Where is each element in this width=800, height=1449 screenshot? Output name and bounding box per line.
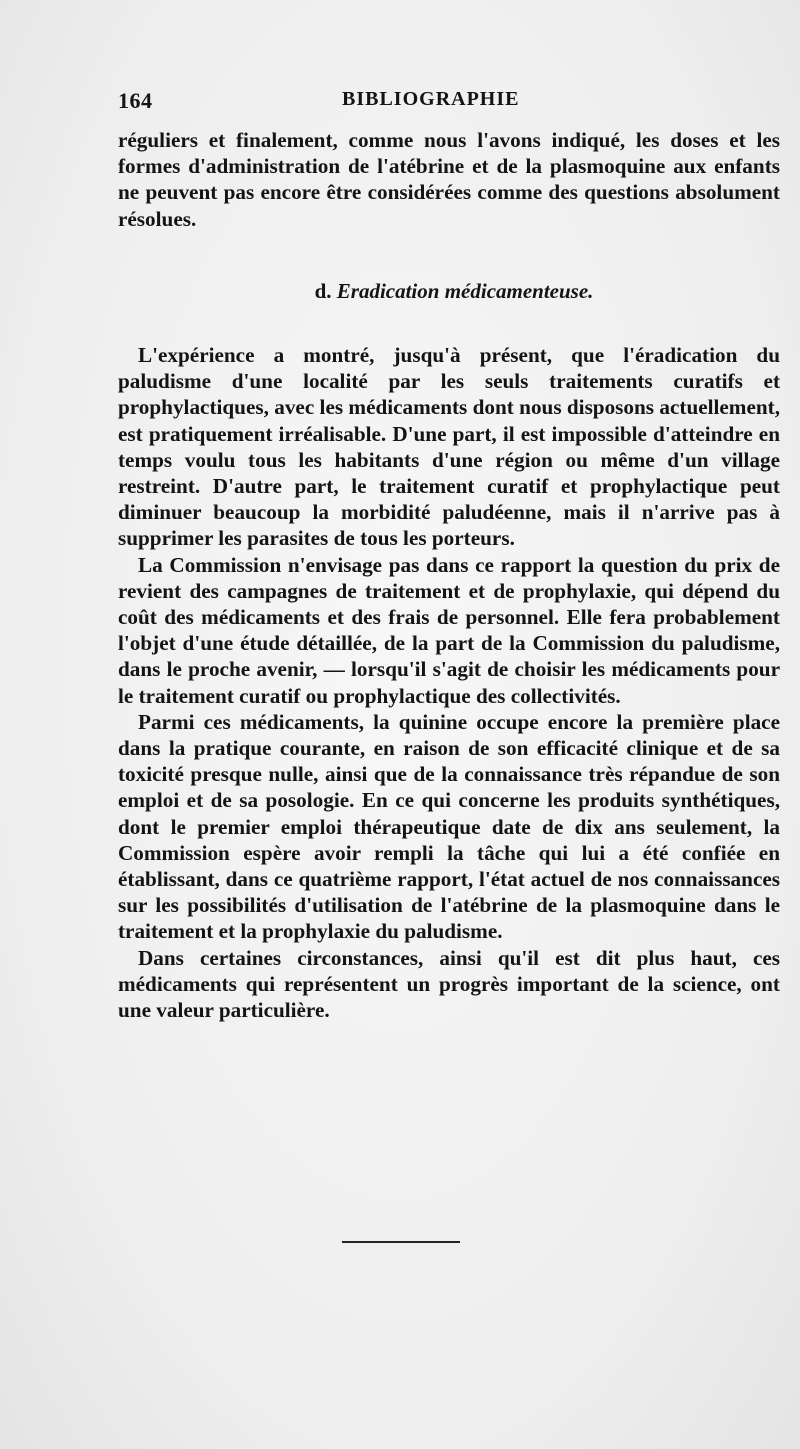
- paragraph-commission: La Commission n'envisage pas dans ce rapport la question du prix de revient des campagnes de traitement et de prophylaxie, qui dépend du coût des médicaments et des frais de personnel. Elle fera probablement l'objet d'une étude détaillée, de la part de la Commission du paludisme, dans le proche avenir, — lorsqu'il s'agit de choisir les médicaments pour le traitement curatif ou prophylactique des collectivités.: [118, 552, 780, 708]
- paragraph-experience: L'expérience a montré, jusqu'à présent, que l'éradication du paludisme d'une localité par les seuls traitements curatifs et prophylactiques, avec les médicaments dont nous disposons actuellement, est pratiquement irréalisable. D'une part, il est impossible d'atteindre en temps voulu tous les habitants d'une région ou même d'un village restreint. D'autre part, le traitement curatif et prophylactique peut diminuer beaucoup la morbidité paludéenne, mais il n'arrive pas à supprimer les parasites de tous les porteurs.: [118, 343, 780, 551]
- end-rule: [342, 1241, 460, 1243]
- paragraph-continuation: réguliers et finalement, comme nous l'avons indiqué, les doses et les formes d'administration de l'atébrine et de la plasmoquine aux enfants ne peuvent pas encore être considérées comme des questions absolument résolues.: [118, 128, 780, 231]
- page-header: [80, 88, 780, 118]
- paragraph-circonstances: Dans certaines circonstances, ainsi qu'il est dit plus haut, ces médicaments qui représentent un progrès important de la science, ont une valeur particulière.: [118, 945, 780, 1023]
- page-number: 164: [118, 88, 153, 113]
- body-text: [118, 127, 780, 1023]
- paragraph-medicaments: Parmi ces médicaments, la quinine occupe encore la première place dans la pratique courante, en raison de son efficacité clinique et de sa toxicité presque nulle, ainsi que de la connaissance très répandue de son emploi et de sa posologie. En ce qui concerne les produits synthétiques, dont le premier emploi thérapeutique date de dix ans seulement, la Commission espère avoir rempli la tâche qui lui a été confiée en établissant, dans ce quatrième rapport, l'état actuel de nos connaissances sur les possibilités d'utilisation de l'atébrine de la plasmoquine dans le traitement et la prophylaxie du paludisme.: [118, 709, 780, 944]
- section-title: Eradication médicamenteuse.: [336, 278, 594, 303]
- running-head: BIBLIOGRAPHIE: [342, 88, 520, 110]
- section-heading: [118, 278, 780, 304]
- section-letter: d.: [314, 278, 332, 303]
